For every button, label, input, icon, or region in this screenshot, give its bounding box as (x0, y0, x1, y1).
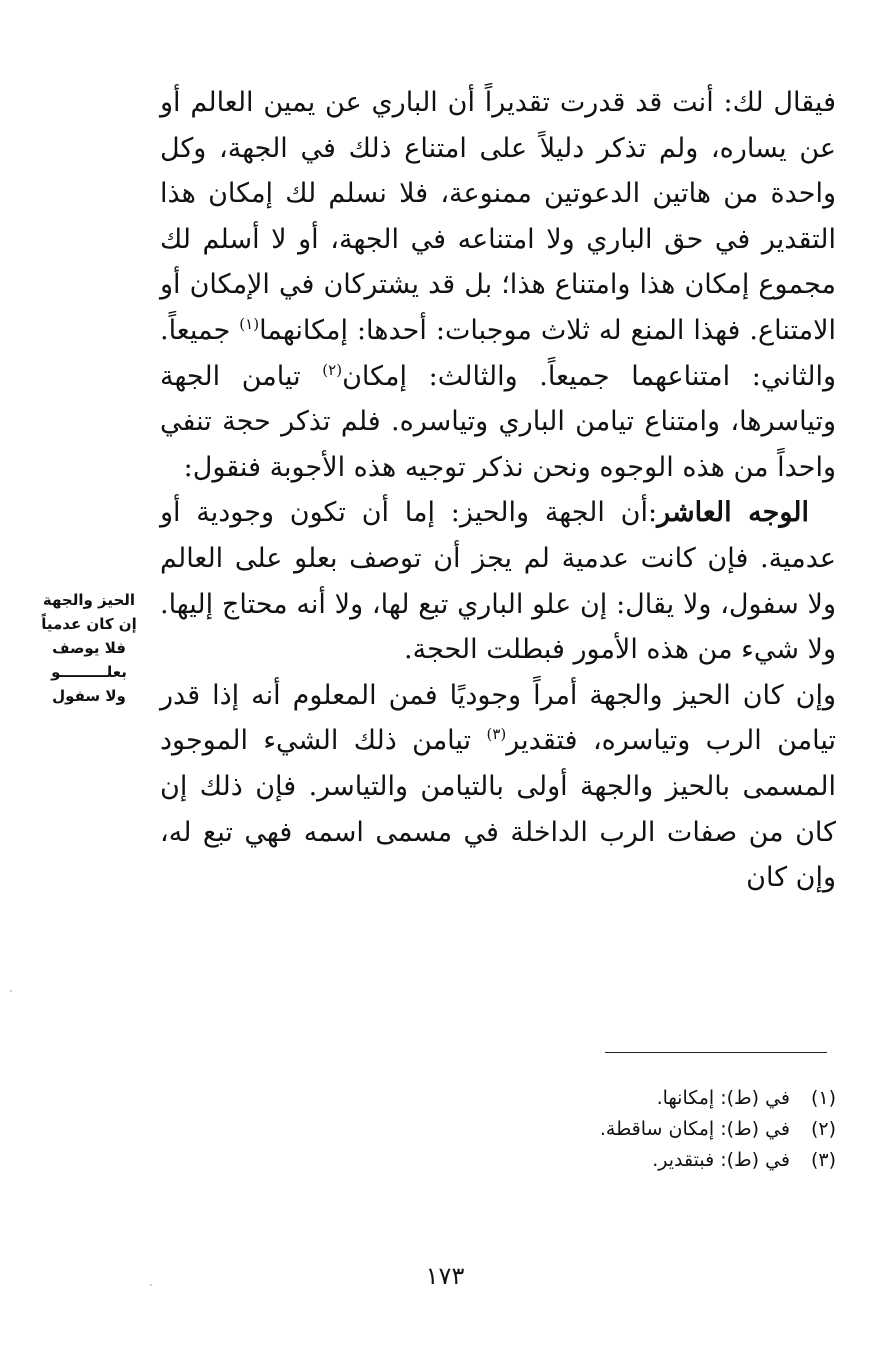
paragraph-3-text-a: وإن كان الحيز والجهة أمراً وجوديًا فمن المعلوم أنه إذا قدر تيامن الرب وتياسره، فتقدير (160, 679, 836, 757)
margin-note-line-2: إن كان عدمياً (41, 615, 137, 633)
footnote-1-number: (١) (810, 1087, 836, 1109)
footnote-divider (605, 1052, 827, 1053)
footnote-1 (400, 1083, 836, 1114)
footnote-2 (400, 1114, 836, 1145)
main-text-block (160, 80, 836, 901)
footnote-marker-1: (١) (239, 314, 260, 333)
footnote-1-text: في (ط): إمكانها. (656, 1087, 790, 1109)
paragraph-1 (160, 80, 836, 490)
footnote-marker-2: (٢) (322, 360, 343, 379)
paragraph-2 (160, 490, 836, 672)
scan-speck (150, 1284, 152, 1286)
footnotes (400, 1083, 836, 1176)
footnote-2-text: في (ط): إمكان ساقطة. (599, 1118, 790, 1140)
footnote-3-number: (٣) (810, 1149, 836, 1171)
margin-note (40, 588, 138, 708)
paragraph-3 (160, 673, 836, 901)
footnote-3 (400, 1145, 836, 1176)
page-number: ١٧٣ (425, 1262, 465, 1290)
paragraph-1-text-c: تيامن الجهة وتياسرها، وامتناع تيامن الباري وتياسره. فلم تذكر حجة تنفي واحداً من هذه الوجوه ونحن نذكر توجيه هذه الأجوبة فنقول: (160, 360, 836, 483)
footnote-marker-3: (٣) (486, 725, 507, 744)
margin-note-line-4: بعلـــــــــو (51, 663, 127, 681)
paragraph-1-text-b: جميعاً. والثاني: امتناعهما جميعاً. والثالث: إمكان (160, 314, 836, 392)
paragraph-1-text-a: فيقال لك: أنت قد قدرت تقديراً أن الباري عن يمين العالم أو عن يساره، ولم تذكر دليلاً على امتناع ذلك في الجهة، وكل واحدة من هاتين الدعوتين ممنوعة، فلا نسلم لك إمكان هذا التقدير في حق الباري ولا امتناعه في الجهة، أو لا أسلم لك مجموع إمكان هذا وامتناع هذا؛ بل قد يشتركان في الإمكان أو الامتناع. فهذا المنع له ثلاث موجبات: أحدها: إمكانهما (160, 87, 836, 346)
footnote-3-text: في (ط): فبتقدير. (652, 1149, 790, 1171)
margin-note-line-5: ولا سفول (52, 687, 126, 705)
paragraph-3-text-b: تيامن ذلك الشيء الموجود المسمى بالحيز والجهة أولى بالتيامن والتياسر. فإن ذلك إن كان من صفات الرب الداخلة في مسمى اسمه فهي تبع له، وإن كان (160, 725, 836, 894)
margin-note-line-1: الحيز والجهة (42, 591, 136, 609)
scan-speck (10, 990, 12, 992)
footnote-2-number: (٢) (810, 1118, 836, 1140)
section-heading-tenth-aspect: الوجه العاشر (657, 497, 809, 529)
margin-note-line-3: فلا يوصف (52, 639, 126, 657)
paragraph-2-text: :أن الجهة والحيز: إما أن تكون وجودية أو عدمية. فإن كانت عدمية لم يجز أن توصف بعلو على العالم ولا سفول، ولا يقال: إن علو الباري تبع لها، ولا أنه محتاج إليها. ولا شيء من هذه الأمور فبطلت الحجة. (160, 497, 836, 666)
